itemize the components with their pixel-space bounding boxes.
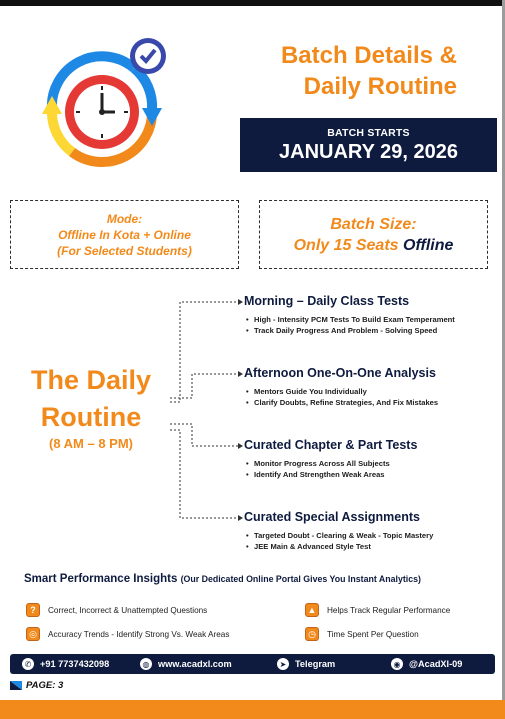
routine-item-point: • JEE Main & Advanced Style Test xyxy=(254,541,494,552)
phone-number: +91 7737432098 xyxy=(40,659,110,669)
insight-text: Accuracy Trends - Identify Strong Vs. Weak Areas xyxy=(48,629,230,639)
mode-note: (For Selected Students) xyxy=(57,244,192,258)
insights-subtitle: (Our Dedicated Online Portal Gives You Instant Analytics) xyxy=(180,574,421,584)
website-link[interactable] xyxy=(140,654,232,674)
telegram-text: Telegram xyxy=(295,659,336,669)
phone-contact[interactable] xyxy=(22,654,109,674)
batch-size-label: Batch Size: xyxy=(330,216,417,233)
website-text: www.acadxl.com xyxy=(158,659,232,669)
routine-item-heading: Curated Chapter & Part Tests xyxy=(244,438,418,452)
routine-hours: (8 AM – 8 PM) xyxy=(48,436,134,451)
chart-icon: ▲ xyxy=(305,603,319,617)
page-marker-icon xyxy=(10,681,22,690)
globe-icon: ◍ xyxy=(140,658,152,670)
insight-item xyxy=(305,603,450,617)
handle-text: @AcadXl-09 xyxy=(409,659,463,669)
routine-item-heading: Curated Special Assignments xyxy=(244,510,420,524)
insight-text: Time Spent Per Question xyxy=(327,629,419,639)
insight-item xyxy=(305,627,419,641)
question-icon: ? xyxy=(26,603,40,617)
routine-item-point: • Monitor Progress Across All Subjects xyxy=(254,458,494,469)
insight-item xyxy=(26,627,229,641)
routine-item-heading: Afternoon One-On-One Analysis xyxy=(244,366,436,380)
insight-text: Helps Track Regular Performance xyxy=(327,605,451,615)
batch-start-date: JANUARY 29, 2026 xyxy=(279,141,458,163)
instagram-icon: ◉ xyxy=(391,658,403,670)
routine-title: The Daily Routine xyxy=(30,365,152,432)
routine-item-assignments xyxy=(244,510,494,552)
routine-item-morning xyxy=(244,294,494,336)
bottom-bar xyxy=(0,700,505,719)
insight-item xyxy=(26,603,207,617)
clock-icon: ◷ xyxy=(305,627,319,641)
routine-item-point: • Targeted Doubt - Clearing & Weak - Topic Mastery xyxy=(254,530,494,541)
insight-text: Correct, Incorrect & Unattempted Questions xyxy=(48,605,208,615)
telegram-icon: ➤ xyxy=(277,658,289,670)
routine-item-point: • Identify And Strengthen Weak Areas xyxy=(254,469,494,480)
mode-value: Offline In Kota + Online xyxy=(58,228,191,242)
page-number: PAGE: 3 xyxy=(26,680,64,691)
contact-footer xyxy=(10,654,495,674)
target-icon: ◎ xyxy=(26,627,40,641)
routine-item-chapter-tests xyxy=(244,438,494,480)
phone-icon: ✆ xyxy=(22,658,34,670)
batch-start-label: BATCH STARTS xyxy=(327,127,410,139)
routine-item-heading: Morning – Daily Class Tests xyxy=(244,294,410,308)
routine-item-afternoon xyxy=(244,366,494,408)
mode-label: Mode: xyxy=(106,212,143,226)
batch-size-value: Only 15 Seats Offline xyxy=(293,237,454,254)
routine-item-point: • High - Intensity PCM Tests To Build Exam Temperament xyxy=(254,314,494,325)
routine-item-point: • Mentors Guide You Individually xyxy=(254,386,494,397)
telegram-link[interactable] xyxy=(277,654,335,674)
page-title: Batch Details & Daily Routine xyxy=(280,42,457,100)
insights-title: Smart Performance Insights (Our Dedicated Online Portal Gives You Instant Analytics) xyxy=(24,573,421,585)
batch-size-suffix: Offline xyxy=(403,237,454,254)
social-handle[interactable] xyxy=(391,654,462,674)
routine-item-point: • Clarify Doubts, Refine Strategies, And Fix Mistakes xyxy=(254,397,494,408)
routine-item-point: • Track Daily Progress And Problem - Solving Speed xyxy=(254,325,494,336)
